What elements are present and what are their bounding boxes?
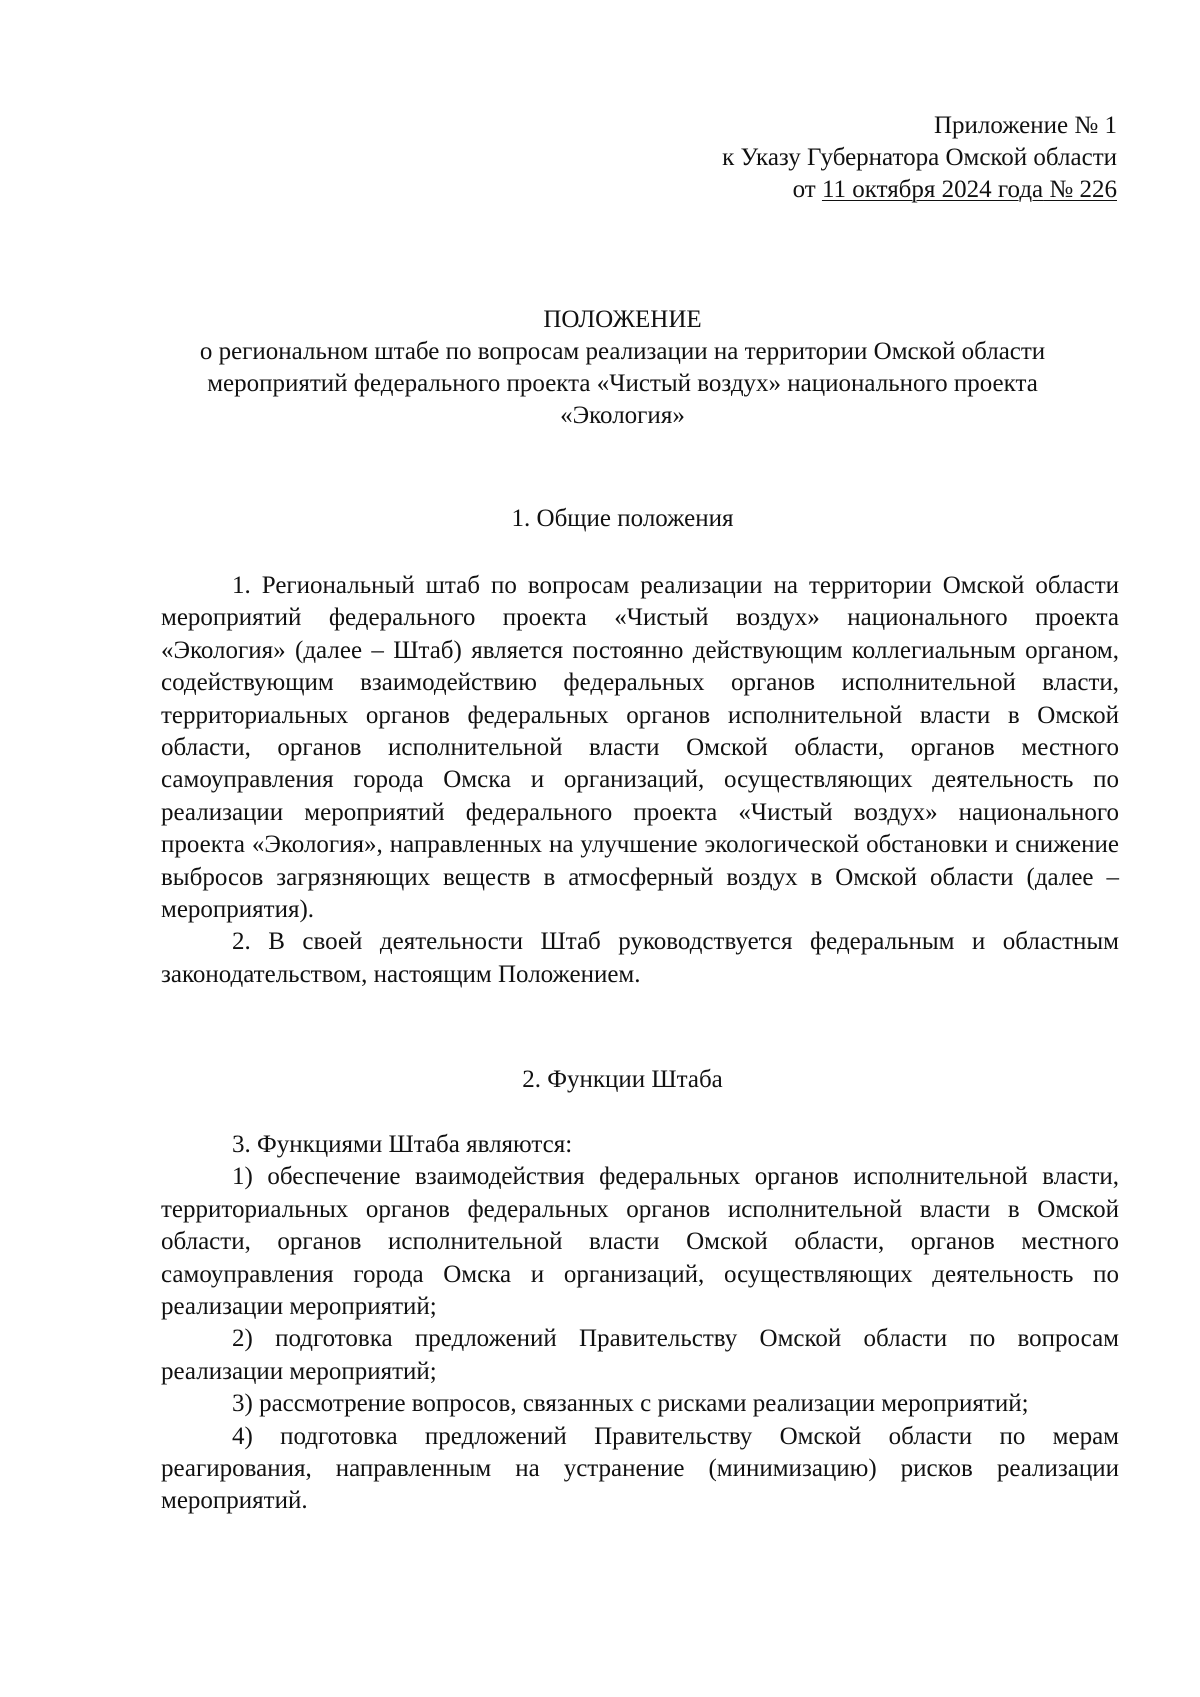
title-line-2: мероприятий федерального проекта «Чистый воздух» национального проекта <box>207 370 1038 397</box>
list-item: 2) подготовка предложений Правительству Омской области по вопросам реализации мероприятий; <box>161 1325 1119 1385</box>
list-item: 4) подготовка предложений Правительству Омской области по мерам реагирования, направленным на устранение (минимизацию) рисков реализации мероприятий. <box>161 1422 1119 1515</box>
appendix-number: Приложение № 1 <box>933 112 1117 139</box>
date-prefix: от <box>792 176 822 203</box>
decree-number: 226 <box>1079 176 1117 203</box>
list-item: 3) рассмотрение вопросов, связанных с рисками реализации мероприятий; <box>232 1390 1029 1418</box>
list-item: 1) обеспечение взаимодействия федеральных органов исполнительной власти, территориальных органов федеральных органов исполнительной власти в Омской области, органов исполнительной власти Омской области, органов местного самоуправления города Омска и организаций, осуществляющих деятельность по реализации мероприятий; <box>161 1163 1119 1321</box>
decree-date: 11 октября 2024 года <box>821 176 1044 203</box>
document-title <box>145 304 1100 432</box>
paragraph: 2. В своей деятельности Штаб руководствуется федеральным и областным законодательством, настоящим Положением. <box>161 928 1119 988</box>
paragraph: 1. Региональный штаб по вопросам реализации на территории Омской области мероприятий федерального проекта «Чистый воздух» национального проекта «Экология» (далее – Штаб) является постоянно действующим коллегиальным органом, содействующим взаимодействию федеральных органов исполнительной власти, территориальных органов федеральных органов исполнительной власти в Омской области, органов исполнительной власти Омской области, органов местного самоуправления города Омска и организаций, осуществляющих деятельность по реализации мероприятий федерального проекта «Чистый воздух» национального проекта «Экология», направленных на улучшение экологической обстановки и снижение выбросов загрязняющих веществ в атмосферный воздух в Омской области (далее – мероприятия). <box>161 572 1119 924</box>
title-line-3: «Экология» <box>560 402 685 429</box>
title-line-1: о региональном штабе по вопросам реализации на территории Омской области <box>199 338 1046 365</box>
section-heading-functions: 2. Функции Штаба <box>522 1066 723 1093</box>
paragraph: 3. Функциями Штаба являются: <box>232 1131 573 1158</box>
section-heading-general: 1. Общие положения <box>511 505 734 532</box>
number-label: № <box>1043 176 1080 203</box>
decree-date-line <box>722 174 1117 206</box>
appendix-header <box>722 110 1117 206</box>
section-functions-body <box>161 1129 1119 1518</box>
section-general-body <box>161 570 1119 991</box>
decree-reference: к Указу Губернатора Омской области <box>722 144 1117 171</box>
title-main: ПОЛОЖЕНИЕ <box>543 306 702 333</box>
